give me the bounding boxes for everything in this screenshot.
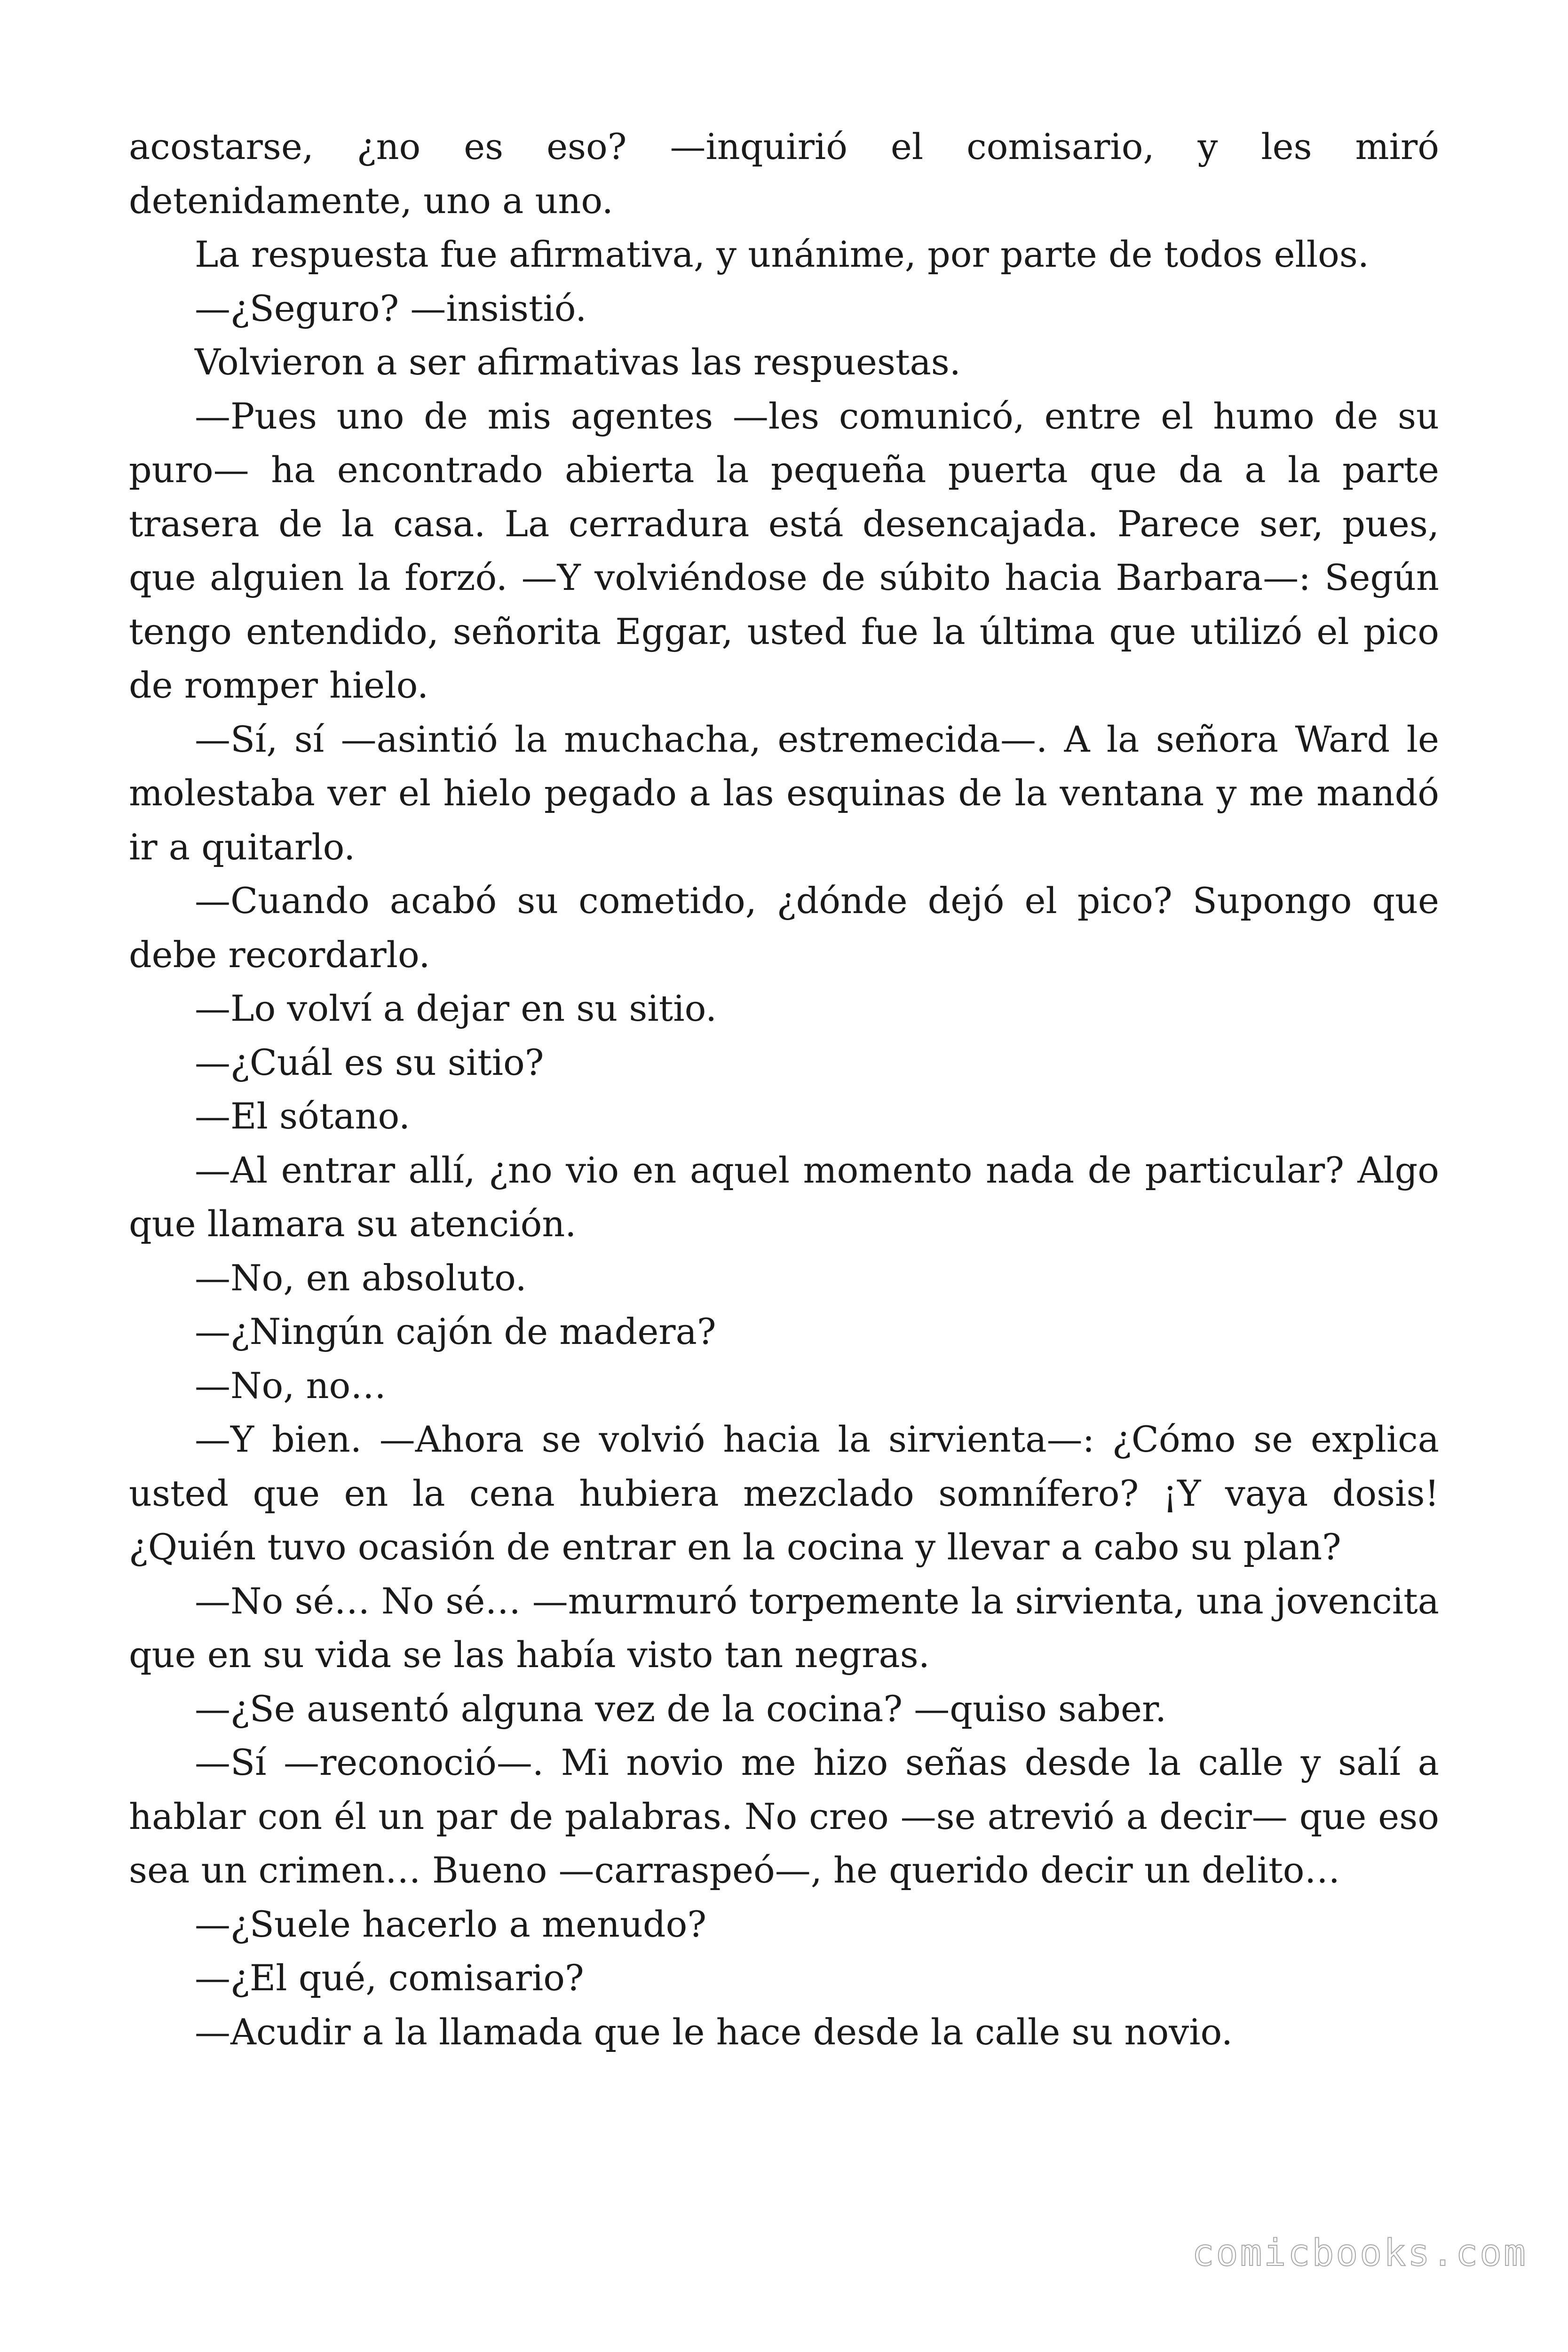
paragraph: Volvieron a ser afirmativas las respuestas. [195, 341, 961, 383]
paragraph: —¿Cuál es su sitio? [195, 1041, 544, 1083]
paragraph: —Sí —reconoció—. Mi novio me hizo señas desde la calle y salí a hablar con él un par de palabras. No creo —se atrevió a decir— que eso sea un crimen… Bueno —carraspeó—, he querido decir un delito… [129, 1741, 1439, 1891]
watermark: comicbooks.com [1192, 2232, 1528, 2274]
paragraph: —¿El qué, comisario? [195, 1957, 584, 1999]
body-text [129, 120, 1439, 2059]
paragraph: La respuesta fue afirmativa, y unánime, por parte de todos ellos. [195, 233, 1370, 275]
paragraph: —Sí, sí —asintió la muchacha, estremecida—. A la señora Ward le molestaba ver el hielo pegado a las esquinas de la ventana y me mandó ir a quitarlo. [129, 718, 1439, 868]
paragraph: —Al entrar allí, ¿no vio en aquel momento nada de particular? Algo que llamara su atención. [129, 1149, 1439, 1245]
paragraph: —Y bien. —Ahora se volvió hacia la sirvienta—: ¿Cómo se explica usted que en la cena hubiera mezclado somnífero? ¡Y vaya dosis! ¿Quién tuvo ocasión de entrar en la cocina y llevar a cabo su plan? [129, 1418, 1439, 1568]
paragraph: —¿Suele hacerlo a menudo? [195, 1903, 707, 1945]
paragraph: —No, en absoluto. [195, 1256, 527, 1299]
paragraph: —¿Se ausentó alguna vez de la cocina? —quiso saber. [195, 1687, 1167, 1730]
paragraph: —No, no… [195, 1364, 387, 1406]
paragraph: —Acudir a la llamada que le hace desde la calle su novio. [195, 2010, 1233, 2053]
paragraph: —El sótano. [195, 1095, 411, 1137]
paragraph: acostarse, ¿no es eso? —inquirió el comisario, y les miró detenidamente, uno a uno. [129, 126, 1439, 222]
paragraph: —Pues uno de mis agentes —les comunicó, entre el humo de su puro— ha encontrado abierta la pequeña puerta que da a la parte trasera de la casa. La cerradura está desencajada. Parece ser, pues, que alguien la forzó. —Y volviéndose de súbito hacia Barbara—: Según tengo entendido, señorita Eggar, usted fue la última que utilizó el pico de romper hielo. [129, 395, 1439, 706]
paragraph: —¿Seguro? —insistió. [195, 287, 587, 329]
paragraph: —¿Ningún cajón de madera? [195, 1311, 716, 1352]
paragraph: —No sé… No sé… —murmuró torpemente la sirvienta, una jovencita que en su vida se las había visto tan negras. [129, 1580, 1439, 1676]
paragraph: —Cuando acabó su cometido, ¿dónde dejó el pico? Supongo que debe recordarlo. [129, 880, 1439, 976]
paragraph: —Lo volví a dejar en su sitio. [195, 987, 717, 1029]
